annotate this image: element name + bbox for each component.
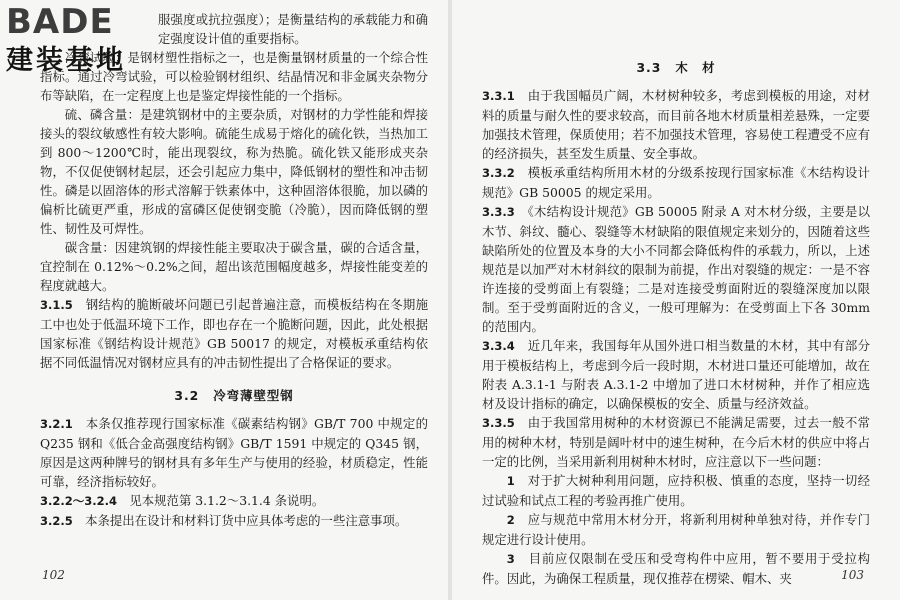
- left-page: [0, 0, 448, 600]
- item-number: 2: [506, 513, 515, 527]
- watermark-logo: [0, 0, 180, 76]
- list-item-2: [482, 510, 870, 549]
- clause-3-2-1: [40, 414, 428, 491]
- section-title: 木 材: [675, 60, 716, 75]
- paragraph-sulfur-phosphorus: 硫、磷含量：是建筑钢材中的主要杂质，对钢材的力学性能和焊接接头的裂纹敏感性有较大影响。硫能生成易于熔化的硫化铁，当热加工到 800～1200℃时，能出现裂纹，称为热脆。硫化铁又能形成夹杂物，不仅促使钢材起层，还会引起应力集中，降低钢材的塑性和冲击韧性。磷是以固溶体的形式溶解于铁素体中，这种固溶体很脆，加以磷的偏析比硫更严重，形成的富磷区促使钢变脆（冷脆），因而降低钢的塑性、韧性及可焊性。: [40, 107, 428, 236]
- clause-number: 3.3.2: [482, 166, 515, 180]
- section-number: 3.3: [636, 60, 662, 75]
- clause-number: 3.2.5: [40, 514, 73, 528]
- clause-text: 本条提出在设计和材料订货中应具体考虑的一些注意事项。: [85, 513, 408, 528]
- clause-3-2-5: [40, 511, 428, 531]
- paragraph-cold-bend: 冷弯试验：是钢材塑性指标之一，也是衡量钢材质量的一个综合性指标。通过冷弯试验，可以检验钢材组织、结晶情况和非金属夹杂物分布等缺陷，在一定程度上也是鉴定焊接性能的一个指标。: [40, 50, 428, 103]
- item-text: 应与规范中常用木材分开，将新利用树种单独对待，并作专门规定进行设计使用。: [482, 512, 871, 547]
- clause-text: 见本规范第 3.1.2～3.1.4 条说明。: [129, 493, 325, 508]
- clause-3-2-2: [40, 491, 428, 511]
- item-text: 目前应仅限制在受压和受弯构件中应用，暂不要用于受拉构件。因此，为确保工程质量，现仅推荐在楞梁、帽木、夹: [482, 551, 871, 586]
- list-item-1: [482, 471, 870, 510]
- clause-number: 3.2.2～3.2.4: [40, 494, 117, 508]
- section-title: 冷弯薄壁型钢: [213, 388, 294, 403]
- clause-text: 本条仅推荐现行国家标准《碳素结构钢》GB/T 700 中规定的 Q235 钢和《低合金高强度结构钢》GB/T 1591 中规定的 Q345 钢，原因是这两种牌号的钢材具有多年生产与使用的经验，材质稳定，性能可靠，经济指标较好。: [40, 416, 428, 489]
- clause-3-3-3: [482, 202, 870, 336]
- clause-text: 钢结构的脆断破坏问题已引起普遍注意，而模板结构在冬期施工中也处于低温环境下工作，即也存在一个脆断问题，因此，此处根据国家标准《钢结构设计规范》GB 50017 的规定，对模板承重结构依据不同低温情况对钢材应具有的冲击韧性提出了合格保证的要求。: [40, 297, 428, 370]
- paragraph-carbon: 碳含量：因建筑钢的焊接性能主要取决于碳含量，碳的合适含量，宜控制在 0.12%～0.2%之间，超出该范围幅度越多，焊接性能变差的程度就越大。: [40, 240, 428, 293]
- section-heading: [40, 386, 428, 404]
- clause-number: 3.3.5: [482, 416, 515, 430]
- clause-text: 模板承重结构所用木材的分级系按现行国家标准《木结构设计规范》GB 50005 的规定采用。: [482, 165, 870, 200]
- right-page: [452, 0, 900, 600]
- clause-number: 3.2.1: [40, 417, 73, 431]
- clause-text: 近几年来，我国每年从国外进口相当数量的木材，其中有部分用于模板结构上，考虑到今后一段时期，木材进口量还可能增加，故在附表 A.3.1-1 与附表 A.3.1-2 中增加了进口木材树种，并作了相应选材及设计指标的确定，以确保模板的安全、质量与经济效益。: [482, 338, 870, 411]
- clause-text: 《木结构设计规范》GB 50005 附录 A 对木材分级，主要是以木节、斜纹、髓心、裂缝等木材缺陷的限值规定来划分的，因随着这些缺陷所处的位置及本身的大小不同都会降低构件的承载力，所以，上述规范是以加严对木材斜纹的限制为前提，作出对裂缝的规定：一是不容许连接的受剪面上有裂缝；二是对连接受剪面附近的裂缝深度加以限制。至于受剪面附近的含义，一般可理解为：在受剪面上下各 30mm 的范围内。: [482, 204, 870, 334]
- clause-3-3-2: [482, 163, 870, 202]
- item-number: 3: [506, 552, 515, 566]
- clause-number: 3.1.5: [40, 298, 73, 312]
- clause-number: 3.3.1: [482, 89, 515, 103]
- clause-3-1-5: [40, 295, 428, 372]
- item-number: 1: [506, 474, 515, 488]
- page-number: 102: [42, 568, 65, 582]
- item-text: 对于扩大树种利用问题，应持积极、慎重的态度，坚持一切经过试验和试点工程的考验再推广使用。: [482, 473, 871, 508]
- logo-text-en: BADE: [6, 2, 114, 42]
- clause-text: 由于我国常用树种的木材资源已不能满足需要，过去一般不常用的树种木材，特别是阔叶材中的速生树种，在今后木材的供应中将占一定的比例，当采用新利用树种木材时，应注意以下一些问题：: [482, 415, 870, 469]
- clause-3-3-1: [482, 86, 870, 163]
- list-item-3: [482, 549, 870, 588]
- intro-fragment: 服强度或抗拉强度）；是衡量结构的承载能力和确定强度设计值的重要指标。: [158, 12, 428, 46]
- clause-text: 由于我国幅员广阔，木材树种较多，考虑到模板的用途，对材料的质量与耐久性的要求较高，而目前各地木材质量相差悬殊，一定要加强技术管理，保质使用；若不加强技术管理，容易使工程遭受不应有的经济损失，甚至发生质量、安全事故。: [482, 88, 870, 161]
- clause-number: 3.3.3: [482, 205, 515, 219]
- logo-text-cn: 建装基地: [6, 45, 126, 76]
- clause-3-3-4: [482, 336, 870, 413]
- clause-3-3-5: [482, 413, 870, 471]
- clause-number: 3.3.4: [482, 339, 515, 353]
- section-heading: [482, 58, 870, 76]
- section-number: 3.2: [174, 388, 200, 403]
- page-number: 103: [841, 568, 864, 582]
